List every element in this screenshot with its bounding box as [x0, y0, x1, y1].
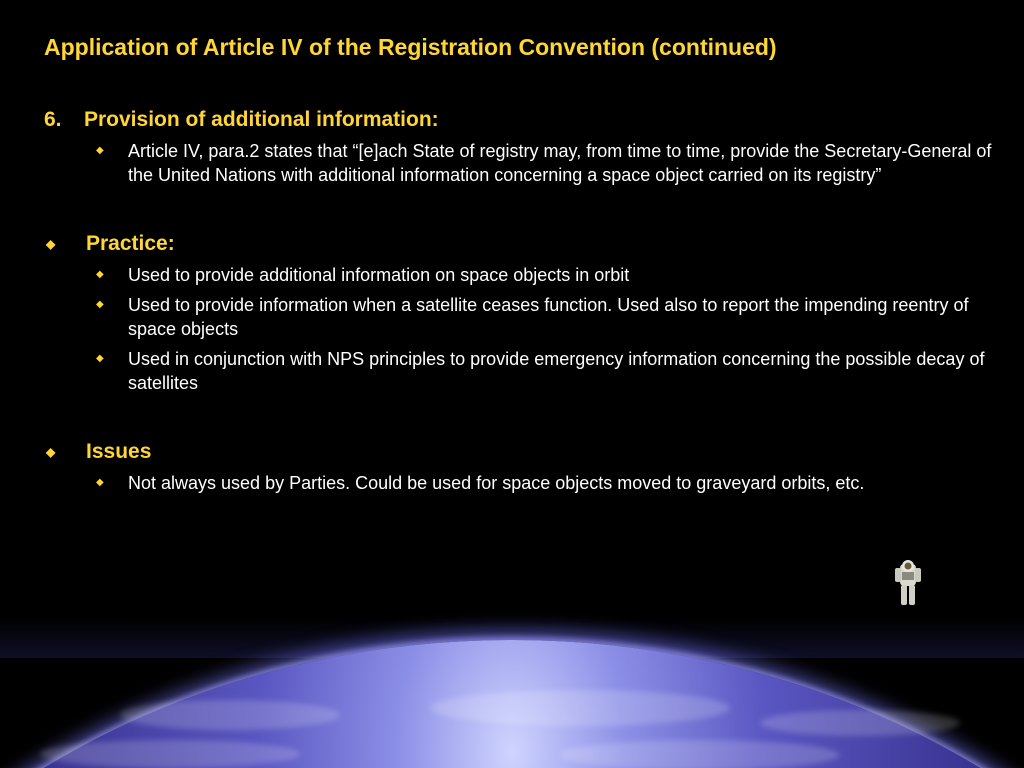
- bullet-diamond-icon: ◆: [96, 145, 104, 156]
- cloud: [120, 700, 340, 730]
- list-item: [96, 263, 1004, 287]
- section-heading: [44, 107, 1004, 133]
- list-item-text: Not always used by Parties. Could be used for space objects moved to graveyard orbits, etc.: [128, 473, 865, 493]
- section-number: 6.: [44, 108, 62, 131]
- section-heading-text: Practice:: [86, 232, 175, 255]
- bullet-diamond-icon: ◆: [96, 299, 104, 310]
- section-heading: [44, 231, 1004, 257]
- list-item-text: Article IV, para.2 states that “[e]ach State of registry may, from time to time, provide the Secretary-General of the United Nations with additional information concerning a space object carried on its registry”: [128, 141, 992, 185]
- list-item-text: Used in conjunction with NPS principles to provide emergency information concerning the possible decay of satellites: [128, 349, 985, 393]
- bullet-diamond-icon: ◆: [46, 237, 56, 251]
- bullet-diamond-icon: ◆: [96, 353, 104, 364]
- list-item-text: Used to provide information when a satellite ceases function. Used also to report the impending reentry of space objects: [128, 295, 969, 339]
- cloud: [40, 740, 300, 768]
- cloud: [760, 710, 960, 736]
- list-item: [96, 293, 1004, 341]
- list-item: [96, 139, 1004, 187]
- section-heading-text: Issues: [86, 440, 152, 463]
- bullet-diamond-icon: ◆: [46, 445, 56, 459]
- bullet-diamond-icon: ◆: [96, 269, 104, 280]
- section-heading: [44, 439, 1004, 465]
- slide-title: Application of Article IV of the Registration Convention (continued): [44, 34, 777, 60]
- cloud: [430, 690, 730, 726]
- bullet-diamond-icon: ◆: [96, 477, 104, 488]
- astronaut-image: [892, 558, 924, 612]
- section-heading-text: Provision of additional information:: [84, 108, 439, 131]
- list-item: [96, 471, 1004, 495]
- list-item: [96, 347, 1004, 395]
- list-item-text: Used to provide additional information on space objects in orbit: [128, 265, 630, 285]
- slide-content: [44, 107, 1004, 495]
- cloud: [560, 740, 840, 768]
